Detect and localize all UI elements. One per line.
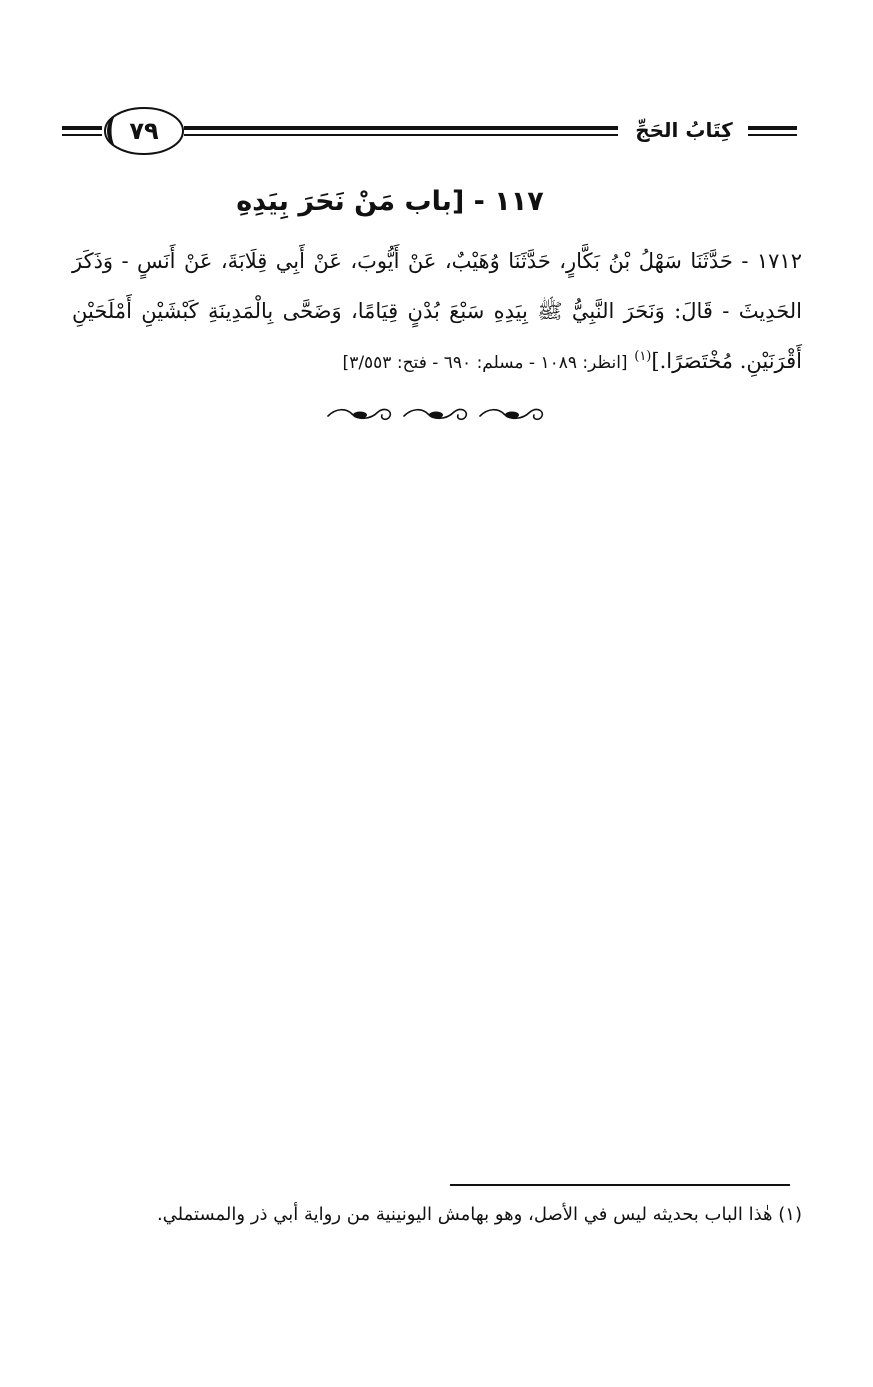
page-header (62, 104, 797, 158)
header-rule-right (748, 126, 797, 130)
footnote (72, 1196, 802, 1234)
header-rule-left-thin (62, 134, 102, 136)
footnote-text: (١) هٰذا الباب بحديثه ليس في الأصل، وهو بهامش اليونينية من رواية أبي ذر والمستملي. (156, 1204, 802, 1225)
chapter-title: ١١٧ - [باب مَنْ نَحَرَ بِيَدِهِ (236, 186, 544, 217)
footnote-marker: (١) (634, 349, 652, 364)
header-rule-left (62, 126, 102, 130)
running-head: كِتَابُ الحَجِّ (635, 118, 733, 142)
ornament-divider-icon (322, 400, 550, 428)
page-number: ٧٩ (129, 117, 159, 145)
hadith-paragraph (72, 236, 802, 388)
footnote-separator (450, 1184, 790, 1186)
page-number-frame (102, 104, 186, 158)
hadith-reference: [انظر: ١٠٨٩ - مسلم: ٦٩٠ - فتح: ٣/٥٥٣] (342, 353, 628, 373)
header-rule-middle (184, 126, 618, 130)
header-rule-right-thin (748, 134, 797, 136)
header-rule-middle-thin (184, 134, 618, 136)
hadith-text: ١٧١٢ - حَدَّثَنَا سَهْلُ بْنُ بَكَّارٍ، حَدَّثَنَا وُهَيْبٌ، عَنْ أَيُّوبَ، عَنْ أَبِي قِلَابَةَ، عَنْ أَنَسٍ - وَذَكَرَ الحَدِيثَ - قَالَ: وَنَحَرَ النَّبِيُّ ﷺ بِيَدِهِ سَبْعَ بُدْنٍ قِيَامًا، وَضَحَّى بِالْمَدِينَةِ كَبْشَيْنِ أَمْلَحَيْنِ أَقْرَنَيْنِ. مُخْتَصَرًا.] (72, 249, 802, 373)
